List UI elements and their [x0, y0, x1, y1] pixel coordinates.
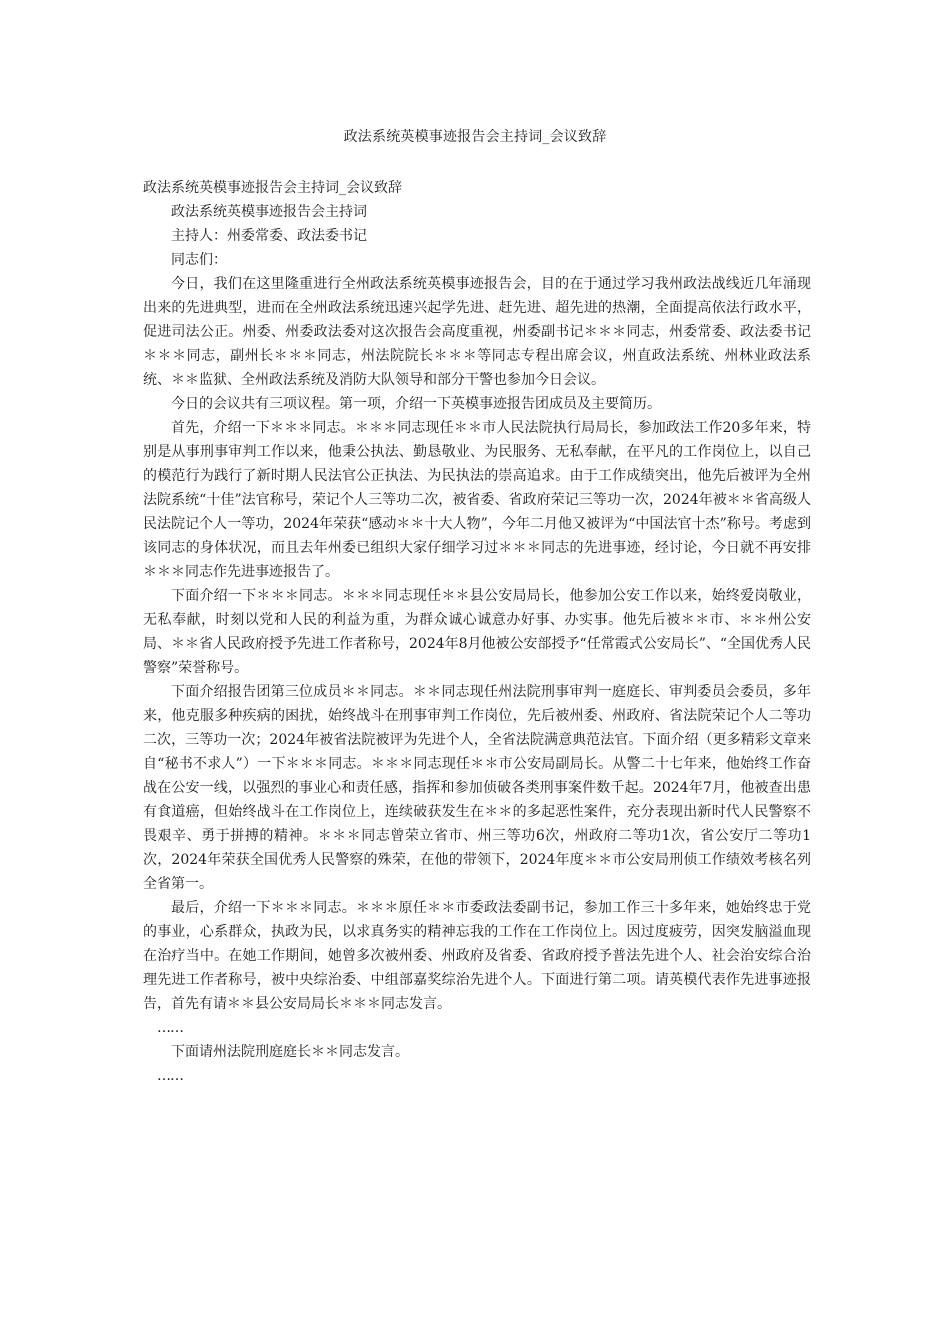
document-title: 政法系统英模事迹报告会主持词_会议致辞	[343, 129, 607, 145]
paragraph-subtitle: 政法系统英模事迹报告会主持词	[171, 204, 367, 220]
paragraph-opening: 今日，我们在这里隆重进行全州政法系统英模事迹报告会，目的在于通过学习我州政法战线近几年涌现出来的先进典型，进而在全州政法系统迅速兴起学先进、赶先进、超先进的热潮，全面提高依法行政水平，促进司法公正。州委、州委政法委对这次报告会高度重视，州委副书记＊＊＊同志，州委常委、政法委书记＊＊＊同志，副州长＊＊＊同志，州法院院长＊＊＊等同志专程出席会议，州直政法系统、州林业政法系统、＊＊监狱、全州政法系统及消防大队领导和部分干警也参加今日会议。	[143, 276, 811, 388]
paragraph-next-speaker: 下面请州法院刑庭庭长＊＊同志发言。	[171, 1044, 409, 1060]
document-body	[143, 176, 811, 1088]
paragraph-introduction-3: 下面介绍报告团第三位成员＊＊同志。＊＊同志现任州法院刑事审判一庭庭长、审判委员会委员，多年来，他克服多种疾病的困扰，始终战斗在刑事审判工作岗位，先后被州委、州政府、省法院荣记个人二等功二次，三等功一次；2024年被省法院被评为先进个人，全省法院满意典范法官。下面介绍（更多精彩文章来自“秘书不求人”）一下＊＊＊同志。＊＊＊同志现任＊＊市公安局副局长。从警二十七年来，他始终工作奋战在公安一线，以强烈的事业心和责任感，指挥和参加侦破各类刑事案件数千起。2024年7月，他被查出患有食道癌，但始终战斗在工作岗位上，连续破获发生在＊＊的多起恶性案件，充分表现出新时代人民警察不畏艰辛、勇于拼搏的精神。＊＊＊同志曾荣立省市、州三等功6次，州政府二等功1次，省公安厅二等功1次，2024年荣获全国优秀人民警察的殊荣，在他的带领下，2024年度＊＊市公安局刑侦工作绩效考核名列全省第一。	[143, 684, 811, 892]
paragraph-ellipsis-1: ……	[157, 1020, 183, 1036]
paragraph-introduction-4: 最后，介绍一下＊＊＊同志。＊＊＊原任＊＊市委政法委副书记，参加工作三十多年来，她始终忠于党的事业，心系群众，执政为民，以求真务实的精神忘我的工作在工作岗位上。因过度疲劳，因突发脑溢血现在治疗当中。在她工作期间，她曾多次被州委、州政府及省委、省政府授予普法先进个人、社会治安综合治理先进工作者称号，被中央综治委、中组部嘉奖综治先进个人。下面进行第二项。请英模代表作先进事迹报告，首先有请＊＊县公安局局长＊＊＊同志发言。	[143, 900, 811, 1012]
paragraph-introduction-2: 下面介绍一下＊＊＊同志。＊＊＊同志现任＊＊县公安局局长，他参加公安工作以来，始终爱岗敬业，无私奉献，时刻以党和人民的利益为重，为群众诚心诚意办好事、办实事。他先后被＊＊市、＊＊州公安局、＊＊省人民政府授予先进工作者称号，2024年8月他被公安部授予“任常霞式公安局长”、“全国优秀人民警察”荣誉称号。	[143, 588, 812, 676]
paragraph-salutation: 同志们：	[171, 252, 227, 268]
paragraph-agenda: 今日的会议共有三项议程。第一项，介绍一下英模事迹报告团成员及主要简历。	[171, 396, 661, 412]
paragraph-host: 主持人：州委常委、政法委书记	[171, 228, 367, 244]
paragraph-ellipsis-2: ……	[157, 1068, 183, 1084]
paragraph-introduction-1: 首先，介绍一下＊＊＊同志。＊＊＊同志现任＊＊市人民法院执行局局长，参加政法工作20多年来，特别是从事刑事审判工作以来，他秉公执法、勤恳敬业、为民服务、无私奉献，在平凡的工作岗位上，以自己的模范行为践行了新时期人民法官公正执法、为民执法的崇高追求。由于工作成绩突出，他先后被评为全州法院系统“十佳”法官称号，荣记个人三等功二次，被省委、省政府荣记三等功一次，2024年被＊＊省高级人民法院记个人一等功，2024年荣获“感动＊＊十大人物”，今年二月他又被评为“中国法官十杰”称号。考虑到该同志的身体状况，而且去年州委已组织大家仔细学习过＊＊＊同志的先进事迹，经讨论，今日就不再安排＊＊＊同志作先进事迹报告了。	[143, 420, 811, 580]
paragraph-heading: 政法系统英模事迹报告会主持词_会议致辞	[143, 180, 402, 196]
